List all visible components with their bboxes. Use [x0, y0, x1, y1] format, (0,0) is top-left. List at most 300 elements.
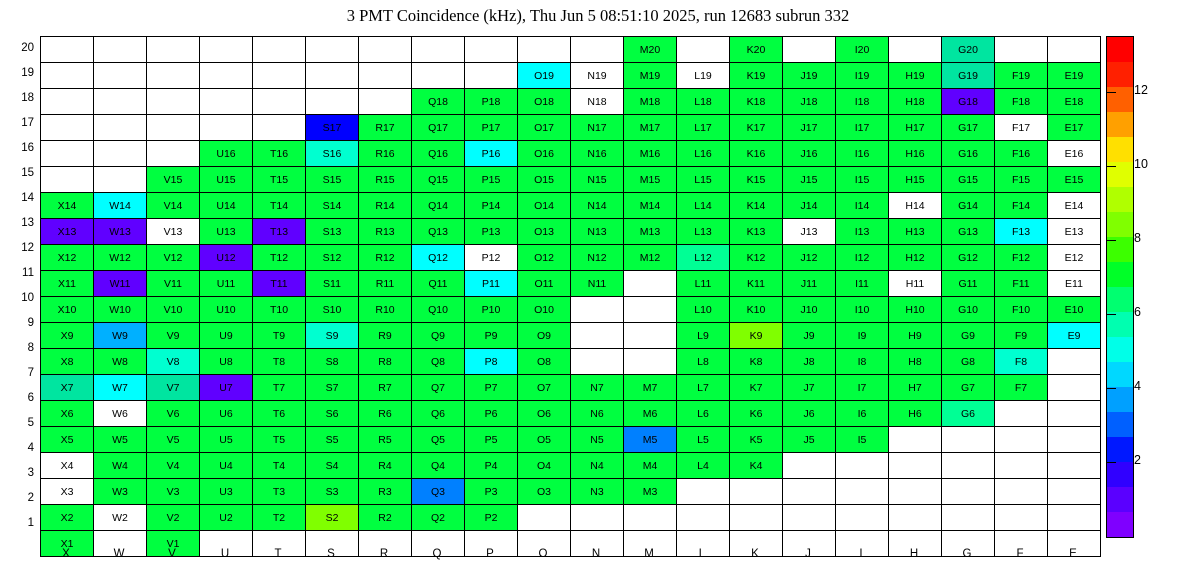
heatmap-cell: M3	[624, 479, 677, 505]
x-axis-tick-label: S	[327, 548, 335, 560]
heatmap-cell: N3	[571, 479, 624, 505]
heatmap-cell: S7	[306, 375, 359, 401]
x-axis-tick-label: E	[1069, 548, 1077, 560]
heatmap-cell: Q5	[412, 427, 465, 453]
heatmap-cell: W7	[94, 375, 147, 401]
heatmap-cell-empty	[94, 89, 147, 115]
heatmap-cell-empty	[889, 505, 942, 531]
colorbar-segment	[1107, 487, 1133, 512]
heatmap-cell: W2	[94, 505, 147, 531]
heatmap-cell-empty	[571, 37, 624, 63]
heatmap-cell: E12	[1048, 245, 1101, 271]
heatmap-cell: W8	[94, 349, 147, 375]
y-axis-tick-label: 18	[21, 92, 34, 104]
heatmap-cell: N15	[571, 167, 624, 193]
heatmap-cell: P14	[465, 193, 518, 219]
heatmap-cell: E11	[1048, 271, 1101, 297]
heatmap-row	[41, 63, 1101, 89]
heatmap-cell: I12	[836, 245, 889, 271]
heatmap-cell: R2	[359, 505, 412, 531]
heatmap-cell: U6	[200, 401, 253, 427]
heatmap-cell-empty	[783, 505, 836, 531]
heatmap-cell-empty	[465, 37, 518, 63]
heatmap-cell: O6	[518, 401, 571, 427]
colorbar-segment	[1107, 187, 1133, 212]
heatmap-cell: L6	[677, 401, 730, 427]
heatmap-cell: S17	[306, 115, 359, 141]
colorbar-segment	[1107, 437, 1133, 462]
heatmap-cell: G12	[942, 245, 995, 271]
heatmap-cell: E13	[1048, 219, 1101, 245]
x-axis-tick-label: H	[909, 548, 919, 560]
heatmap-cell: H12	[889, 245, 942, 271]
heatmap-cell-empty	[624, 505, 677, 531]
heatmap-row	[41, 401, 1101, 427]
heatmap-cell: T11	[253, 271, 306, 297]
heatmap-cell: W9	[94, 323, 147, 349]
heatmap-cell-empty	[147, 63, 200, 89]
heatmap-cell: W13	[94, 219, 147, 245]
heatmap-cell: Q11	[412, 271, 465, 297]
y-axis-tick-label: 12	[21, 242, 34, 254]
heatmap-cell: H7	[889, 375, 942, 401]
colorbar-tick-mark	[1106, 388, 1116, 389]
heatmap-cell-empty	[889, 37, 942, 63]
heatmap-cell: O13	[518, 219, 571, 245]
heatmap-cell: J9	[783, 323, 836, 349]
colorbar-segment	[1107, 112, 1133, 137]
heatmap-cell: U4	[200, 453, 253, 479]
heatmap-cell-empty	[1048, 401, 1101, 427]
heatmap-cell: F14	[995, 193, 1048, 219]
heatmap-cell: P4	[465, 453, 518, 479]
heatmap-cell: L16	[677, 141, 730, 167]
heatmap-row	[41, 505, 1101, 531]
heatmap-cell: V11	[147, 271, 200, 297]
heatmap-row	[41, 427, 1101, 453]
heatmap-cell: J15	[783, 167, 836, 193]
heatmap-cell: Q15	[412, 167, 465, 193]
heatmap-cell: Q14	[412, 193, 465, 219]
heatmap-cell: F11	[995, 271, 1048, 297]
heatmap-row	[41, 271, 1101, 297]
heatmap-cell: S6	[306, 401, 359, 427]
heatmap-cell: L8	[677, 349, 730, 375]
heatmap-cell: U14	[200, 193, 253, 219]
heatmap-cell: Q18	[412, 89, 465, 115]
heatmap-cell: L15	[677, 167, 730, 193]
heatmap-cell-empty	[571, 505, 624, 531]
heatmap-cell: S16	[306, 141, 359, 167]
heatmap-cell: L17	[677, 115, 730, 141]
heatmap-cell-empty	[677, 37, 730, 63]
heatmap-cell: P3	[465, 479, 518, 505]
heatmap-cell: T5	[253, 427, 306, 453]
heatmap-cell: K14	[730, 193, 783, 219]
heatmap-cell: Q4	[412, 453, 465, 479]
heatmap-cell: U8	[200, 349, 253, 375]
heatmap-cell: I5	[836, 427, 889, 453]
heatmap-cell-empty	[889, 453, 942, 479]
heatmap-cell: G13	[942, 219, 995, 245]
heatmap-cell-empty	[412, 37, 465, 63]
heatmap-cell: K13	[730, 219, 783, 245]
heatmap-row	[41, 141, 1101, 167]
heatmap-cell: V12	[147, 245, 200, 271]
colorbar-segment	[1107, 137, 1133, 162]
heatmap-cell: F9	[995, 323, 1048, 349]
heatmap-cell: F18	[995, 89, 1048, 115]
heatmap-cell: I15	[836, 167, 889, 193]
heatmap-cell: F13	[995, 219, 1048, 245]
heatmap-cell: L5	[677, 427, 730, 453]
heatmap-cell: G20	[942, 37, 995, 63]
heatmap-cell-empty	[942, 453, 995, 479]
heatmap-cell: I8	[836, 349, 889, 375]
heatmap-cell-empty	[94, 63, 147, 89]
heatmap-cell: R13	[359, 219, 412, 245]
heatmap-cell: G14	[942, 193, 995, 219]
heatmap-row	[41, 349, 1101, 375]
heatmap-cell-empty	[677, 479, 730, 505]
heatmap-cell: S4	[306, 453, 359, 479]
heatmap-cell: I19	[836, 63, 889, 89]
heatmap-cell: P9	[465, 323, 518, 349]
heatmap-cell: X4	[41, 453, 94, 479]
heatmap-cell: G18	[942, 89, 995, 115]
heatmap-cell: W4	[94, 453, 147, 479]
heatmap-row	[41, 37, 1101, 63]
heatmap-cell-empty	[571, 297, 624, 323]
heatmap-cell: M16	[624, 141, 677, 167]
colorbar-segment	[1107, 462, 1133, 487]
heatmap-cell: U10	[200, 297, 253, 323]
x-axis-tick-label: W	[113, 548, 125, 560]
heatmap-cell: U15	[200, 167, 253, 193]
colorbar-segment	[1107, 262, 1133, 287]
heatmap-cell: U13	[200, 219, 253, 245]
heatmap-cell: L12	[677, 245, 730, 271]
colorbar-tick-label: 2	[1134, 452, 1141, 467]
heatmap-cell: S5	[306, 427, 359, 453]
heatmap-cell: M12	[624, 245, 677, 271]
heatmap-cell-empty	[1048, 505, 1101, 531]
heatmap-cell-empty	[41, 167, 94, 193]
heatmap-cell: P5	[465, 427, 518, 453]
heatmap-cell: L4	[677, 453, 730, 479]
heatmap-cell: L13	[677, 219, 730, 245]
heatmap-cell-empty	[200, 89, 253, 115]
heatmap-cell: M20	[624, 37, 677, 63]
colorbar-segment	[1107, 412, 1133, 437]
y-axis-tick-label: 7	[27, 367, 34, 379]
heatmap-cell: Q8	[412, 349, 465, 375]
x-axis-tick-label: R	[379, 548, 389, 560]
heatmap-cell: H18	[889, 89, 942, 115]
heatmap-cell: R3	[359, 479, 412, 505]
x-axis-tick-label: N	[591, 548, 601, 560]
heatmap-cell-empty	[359, 37, 412, 63]
heatmap-cell-empty	[995, 427, 1048, 453]
colorbar-segment	[1107, 237, 1133, 262]
heatmap-cell-empty	[147, 37, 200, 63]
heatmap-cell-empty	[571, 349, 624, 375]
heatmap-cell: T4	[253, 453, 306, 479]
heatmap-cell: I10	[836, 297, 889, 323]
colorbar-tick-mark	[1106, 240, 1116, 241]
heatmap-cell: K5	[730, 427, 783, 453]
colorbar-segment	[1107, 387, 1133, 412]
heatmap-cell-empty	[518, 37, 571, 63]
heatmap-cell: K7	[730, 375, 783, 401]
heatmap-cell: J11	[783, 271, 836, 297]
heatmap-cell: H8	[889, 349, 942, 375]
heatmap-cell: O18	[518, 89, 571, 115]
colorbar-tick-label: 12	[1134, 82, 1148, 97]
heatmap-cell-empty	[571, 323, 624, 349]
heatmap-cell: W11	[94, 271, 147, 297]
heatmap-cell-empty	[147, 89, 200, 115]
heatmap-cell: N16	[571, 141, 624, 167]
heatmap-cell: S11	[306, 271, 359, 297]
heatmap-cell: X5	[41, 427, 94, 453]
heatmap-cell-empty	[942, 505, 995, 531]
heatmap-cell-empty	[836, 453, 889, 479]
heatmap-cell: T6	[253, 401, 306, 427]
heatmap-cell: S3	[306, 479, 359, 505]
heatmap-cell: X6	[41, 401, 94, 427]
heatmap-plot-area	[40, 36, 1101, 557]
heatmap-cell: K19	[730, 63, 783, 89]
heatmap-cell: I6	[836, 401, 889, 427]
heatmap-cell: N12	[571, 245, 624, 271]
chart-title: 3 PMT Coincidence (kHz), Thu Jun 5 08:51:10 2025, run 12683 subrun 332	[346, 6, 850, 25]
heatmap-cell: K15	[730, 167, 783, 193]
heatmap-cell: O12	[518, 245, 571, 271]
heatmap-cell: P8	[465, 349, 518, 375]
heatmap-cell-empty	[1048, 453, 1101, 479]
x-axis-tick-label: X	[62, 548, 70, 560]
heatmap-grid	[40, 36, 1101, 557]
heatmap-cell: F7	[995, 375, 1048, 401]
heatmap-cell: J14	[783, 193, 836, 219]
heatmap-cell-empty	[518, 505, 571, 531]
heatmap-cell-empty	[253, 115, 306, 141]
heatmap-cell: Q2	[412, 505, 465, 531]
heatmap-cell: V6	[147, 401, 200, 427]
heatmap-cell: P10	[465, 297, 518, 323]
heatmap-cell: R5	[359, 427, 412, 453]
heatmap-cell: R9	[359, 323, 412, 349]
heatmap-cell-empty	[200, 115, 253, 141]
heatmap-cell: F8	[995, 349, 1048, 375]
heatmap-row	[41, 167, 1101, 193]
heatmap-cell: E10	[1048, 297, 1101, 323]
heatmap-cell: X1	[41, 531, 94, 557]
heatmap-cell: T16	[253, 141, 306, 167]
heatmap-cell: G15	[942, 167, 995, 193]
heatmap-cell: O15	[518, 167, 571, 193]
heatmap-cell: F15	[995, 167, 1048, 193]
heatmap-row	[41, 297, 1101, 323]
heatmap-cell: R4	[359, 453, 412, 479]
heatmap-cell: E18	[1048, 89, 1101, 115]
y-axis-tick-label: 17	[21, 117, 34, 129]
x-axis-tick-label: T	[274, 548, 282, 560]
heatmap-cell: U5	[200, 427, 253, 453]
heatmap-cell-empty	[412, 63, 465, 89]
heatmap-cell: L10	[677, 297, 730, 323]
heatmap-cell: R8	[359, 349, 412, 375]
heatmap-cell: R15	[359, 167, 412, 193]
heatmap-cell: V1	[147, 531, 200, 557]
heatmap-cell: K9	[730, 323, 783, 349]
heatmap-cell: Q6	[412, 401, 465, 427]
heatmap-cell-empty	[200, 37, 253, 63]
heatmap-cell: P15	[465, 167, 518, 193]
heatmap-cell: V2	[147, 505, 200, 531]
heatmap-cell: H16	[889, 141, 942, 167]
heatmap-cell: K18	[730, 89, 783, 115]
heatmap-cell: S8	[306, 349, 359, 375]
heatmap-cell: S15	[306, 167, 359, 193]
heatmap-cell: H6	[889, 401, 942, 427]
heatmap-cell: V9	[147, 323, 200, 349]
y-axis-tick-label: 2	[27, 492, 34, 504]
x-axis-tick-label: Q	[432, 548, 442, 560]
heatmap-cell: V8	[147, 349, 200, 375]
y-axis-tick-label: 5	[27, 417, 34, 429]
heatmap-cell: W5	[94, 427, 147, 453]
heatmap-cell: T15	[253, 167, 306, 193]
colorbar-segment	[1107, 362, 1133, 387]
heatmap-cell: U9	[200, 323, 253, 349]
heatmap-cell-empty	[783, 37, 836, 63]
heatmap-cell: Q3	[412, 479, 465, 505]
heatmap-cell: S14	[306, 193, 359, 219]
x-axis-tick-label: U	[220, 548, 230, 560]
heatmap-cell: W10	[94, 297, 147, 323]
heatmap-cell-empty	[147, 115, 200, 141]
heatmap-cell-empty	[465, 63, 518, 89]
heatmap-cell: I17	[836, 115, 889, 141]
heatmap-cell: F19	[995, 63, 1048, 89]
heatmap-cell: H15	[889, 167, 942, 193]
heatmap-cell: K6	[730, 401, 783, 427]
heatmap-cell: Q9	[412, 323, 465, 349]
heatmap-cell: W6	[94, 401, 147, 427]
x-axis-tick-label: F	[1016, 548, 1024, 560]
heatmap-cell: F12	[995, 245, 1048, 271]
heatmap-cell: Q13	[412, 219, 465, 245]
heatmap-cell: G10	[942, 297, 995, 323]
heatmap-cell-empty	[677, 505, 730, 531]
heatmap-cell: P17	[465, 115, 518, 141]
x-axis-tick-label: P	[486, 548, 494, 560]
heatmap-cell-empty	[995, 505, 1048, 531]
heatmap-cell: O4	[518, 453, 571, 479]
heatmap-row	[41, 115, 1101, 141]
heatmap-row	[41, 375, 1101, 401]
heatmap-cell: O14	[518, 193, 571, 219]
heatmap-cell: P7	[465, 375, 518, 401]
heatmap-cell: K17	[730, 115, 783, 141]
heatmap-cell-empty	[94, 37, 147, 63]
heatmap-cell: Q16	[412, 141, 465, 167]
heatmap-cell: O8	[518, 349, 571, 375]
heatmap-cell: J13	[783, 219, 836, 245]
heatmap-cell: M19	[624, 63, 677, 89]
heatmap-cell: G9	[942, 323, 995, 349]
heatmap-cell: N19	[571, 63, 624, 89]
x-axis-tick-label: I	[859, 548, 863, 560]
heatmap-cell: W3	[94, 479, 147, 505]
heatmap-cell: W12	[94, 245, 147, 271]
heatmap-cell: E16	[1048, 141, 1101, 167]
heatmap-cell: M17	[624, 115, 677, 141]
colorbar-tick-label: 6	[1134, 304, 1141, 319]
heatmap-cell: R16	[359, 141, 412, 167]
x-axis-tick-label: K	[751, 548, 759, 560]
heatmap-cell: R12	[359, 245, 412, 271]
heatmap-cell: L9	[677, 323, 730, 349]
heatmap-cell: L18	[677, 89, 730, 115]
heatmap-cell-empty	[253, 63, 306, 89]
heatmap-cell: V5	[147, 427, 200, 453]
heatmap-cell-empty	[41, 37, 94, 63]
heatmap-cell: P18	[465, 89, 518, 115]
y-axis-tick-label: 11	[22, 267, 34, 279]
heatmap-cell: M5	[624, 427, 677, 453]
heatmap-cell: T13	[253, 219, 306, 245]
heatmap-cell-empty	[359, 89, 412, 115]
heatmap-cell: I16	[836, 141, 889, 167]
heatmap-cell-empty	[359, 63, 412, 89]
heatmap-cell-empty	[995, 401, 1048, 427]
heatmap-cell-empty	[783, 479, 836, 505]
heatmap-cell: U7	[200, 375, 253, 401]
y-axis-tick-label: 14	[21, 192, 34, 204]
y-axis-tick-label: 13	[21, 217, 34, 229]
heatmap-cell: R7	[359, 375, 412, 401]
heatmap-cell: K16	[730, 141, 783, 167]
heatmap-row	[41, 245, 1101, 271]
heatmap-cell-empty	[41, 115, 94, 141]
colorbar-segment	[1107, 287, 1133, 312]
heatmap-cell-empty	[995, 37, 1048, 63]
heatmap-cell: I13	[836, 219, 889, 245]
heatmap-cell: J12	[783, 245, 836, 271]
heatmap-cell: N14	[571, 193, 624, 219]
heatmap-cell: S9	[306, 323, 359, 349]
heatmap-cell-empty	[200, 63, 253, 89]
heatmap-cell: E14	[1048, 193, 1101, 219]
heatmap-cell-empty	[253, 37, 306, 63]
heatmap-cell: T8	[253, 349, 306, 375]
heatmap-cell: L11	[677, 271, 730, 297]
heatmap-cell: I14	[836, 193, 889, 219]
heatmap-cell: V14	[147, 193, 200, 219]
x-axis-tick-label: V	[168, 548, 176, 560]
heatmap-cell: E9	[1048, 323, 1101, 349]
y-axis-tick-label: 9	[27, 317, 34, 329]
heatmap-cell: T14	[253, 193, 306, 219]
heatmap-cell-empty	[41, 141, 94, 167]
heatmap-cell: K12	[730, 245, 783, 271]
heatmap-cell: I18	[836, 89, 889, 115]
heatmap-cell: X11	[41, 271, 94, 297]
colorbar-tick-mark	[1106, 166, 1116, 167]
